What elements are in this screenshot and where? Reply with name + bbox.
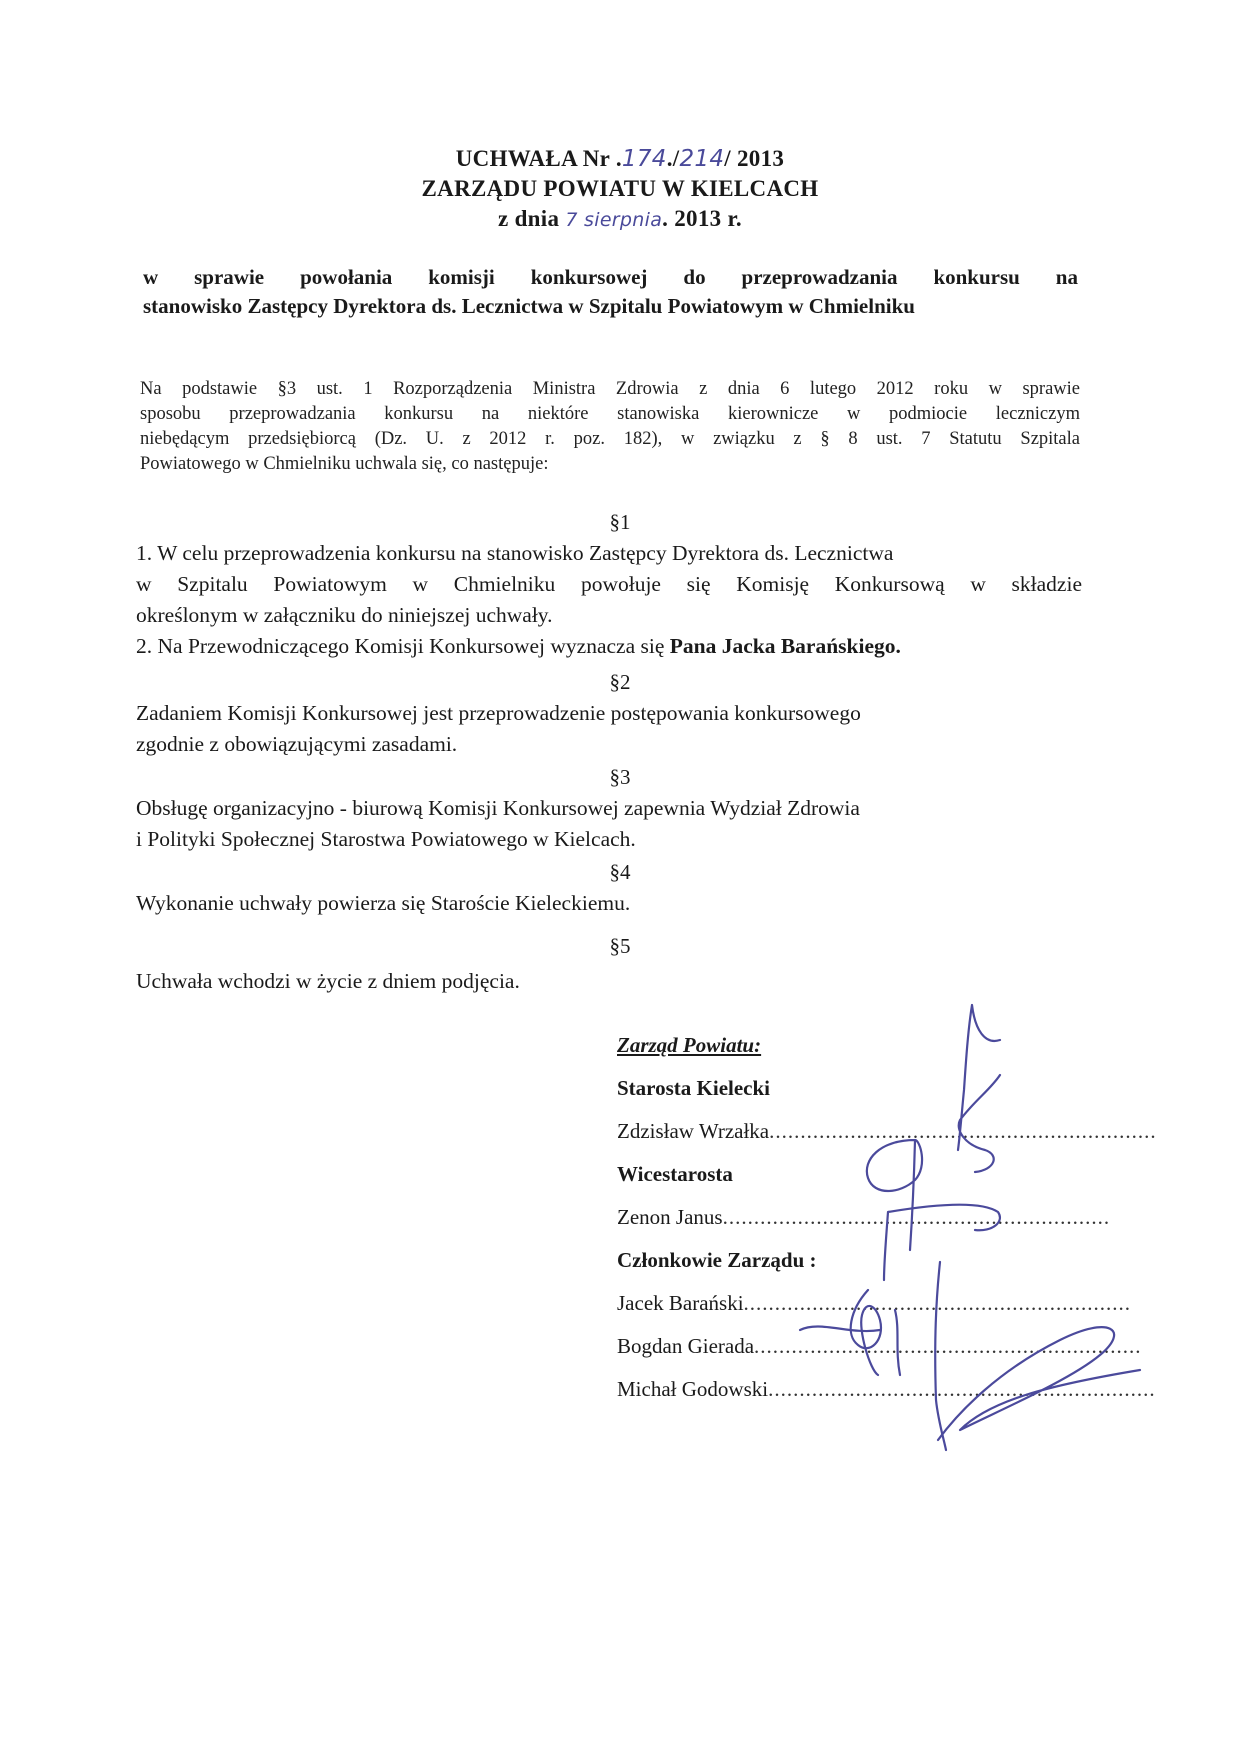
resolution-date	[0, 206, 1240, 232]
nr-dots: .	[615, 146, 622, 171]
date-prefix: z dnia	[498, 206, 566, 231]
nr-separator: ./	[666, 146, 680, 171]
section-4-mark: §4	[609, 860, 631, 884]
subject-line-1: w sprawie powołania komisji konkursowej do przeprowadzania konkursu na	[143, 265, 1078, 289]
nr-handwritten: 174	[621, 146, 667, 172]
subject-line-2: stanowisko Zastępcy Dyrektora ds. Lecznictwa w Szpitalu Powiatowym w Chmielniku	[143, 294, 915, 318]
nr-suffix: / 2013	[724, 146, 785, 171]
s1-line-2: w Szpitalu Powiatowym w Chmielniku powołuje się Komisję Konkursową w składzie	[136, 572, 1082, 596]
board-heading: Zarząd Powiatu:	[617, 1033, 762, 1057]
wice-title-row	[617, 1153, 1077, 1196]
section-5-body	[136, 966, 1086, 997]
signature-line-member-3	[617, 1368, 1156, 1411]
signature-dots: ..............................................................	[722, 1205, 1111, 1229]
signature-line-starosta	[617, 1110, 1157, 1153]
signature-line-member-2	[617, 1325, 1142, 1368]
s4-line-1: Wykonanie uchwały powierza się Staroście Kieleckiemu.	[136, 891, 631, 915]
signature-line-wice	[617, 1196, 1111, 1239]
signature-dots: ..............................................................	[769, 1119, 1157, 1143]
legal-basis	[140, 377, 1080, 477]
section-3-body	[136, 793, 1086, 855]
authority-title: ZARZĄDU POWIATU W KIELCACH	[421, 176, 819, 201]
chairman-name: Pana Jacka Barańskiego.	[669, 634, 901, 658]
s1-line-4	[136, 631, 1086, 662]
nr-handwritten-2: 214	[679, 146, 725, 172]
legal-line-1: Na podstawie §3 ust. 1 Rozporządzenia Ministra Zdrowia z dnia 6 lutego 2012 roku w sprawie	[140, 379, 1080, 399]
date-handwritten: 7 sierpnia	[565, 209, 663, 231]
s3-line-2: i Polityki Społecznej Starostwa Powiatowego w Kielcach.	[136, 827, 636, 851]
section-2-body	[136, 698, 1086, 760]
board-heading-row	[617, 1024, 1077, 1067]
date-suffix: . 2013 r.	[662, 206, 742, 231]
members-title-row	[617, 1239, 1077, 1282]
s2-line-1: Zadaniem Komisji Konkursowej jest przeprowadzenie postępowania konkursowego	[136, 701, 861, 725]
section-2-mark: §2	[609, 670, 631, 694]
starosta-title: Starosta Kielecki	[617, 1076, 771, 1100]
resolution-number	[0, 146, 1240, 172]
wice-name: Zenon Janus	[617, 1205, 723, 1229]
legal-line-2: sposobu przeprowadzania konkursu na niektóre stanowiska kierownicze w podmiocie leczniczym	[140, 404, 1080, 424]
members-title: Członkowie Zarządu :	[617, 1248, 817, 1272]
s1-line-1: 1. W celu przeprowadzenia konkursu na stanowisko Zastępcy Dyrektora ds. Lecznictwa	[136, 541, 894, 565]
s3-line-1: Obsługę organizacyjno - biurową Komisji Konkursowej zapewnia Wydział Zdrowia	[136, 796, 860, 820]
section-1-mark: §1	[609, 510, 631, 534]
signature-line-member-1	[617, 1282, 1132, 1325]
starosta-title-row	[617, 1067, 1077, 1110]
section-3-mark: §3	[609, 765, 631, 789]
member-name: Bogdan Gierada	[617, 1334, 755, 1358]
title-prefix: UCHWAŁA Nr	[455, 146, 616, 171]
signature-dots: ..............................................................	[743, 1291, 1132, 1315]
signature-dots: ..............................................................	[754, 1334, 1142, 1358]
signature-block	[617, 1024, 1157, 1411]
resolution-subject	[143, 263, 1078, 321]
section-1-body	[136, 538, 1086, 662]
s1-p2-prefix: 2. Na Przewodniczącego Komisji Konkursowej wyznacza się	[136, 634, 670, 658]
member-name: Michał Godowski	[617, 1377, 769, 1401]
s2-line-2: zgodnie z obowiązującymi zasadami.	[136, 732, 458, 756]
section-4-body	[136, 888, 1086, 919]
starosta-name: Zdzisław Wrzałka	[617, 1119, 770, 1143]
member-name: Jacek Barański	[617, 1291, 744, 1315]
section-5-mark: §5	[609, 934, 631, 958]
s1-line-3: określonym w załączniku do niniejszej uchwały.	[136, 603, 553, 627]
wice-title: Wicestarosta	[617, 1162, 733, 1186]
legal-line-4: Powiatowego w Chmielniku uchwala się, co następuje:	[140, 454, 549, 474]
signature-dots: ..............................................................	[768, 1377, 1156, 1401]
s5-line-1: Uchwała wchodzi w życie z dniem podjęcia.	[136, 969, 520, 993]
legal-line-3: niebędącym przedsiębiorcą (Dz. U. z 2012 r. poz. 182), w związku z § 8 ust. 7 Statutu Szpitala	[140, 429, 1080, 449]
